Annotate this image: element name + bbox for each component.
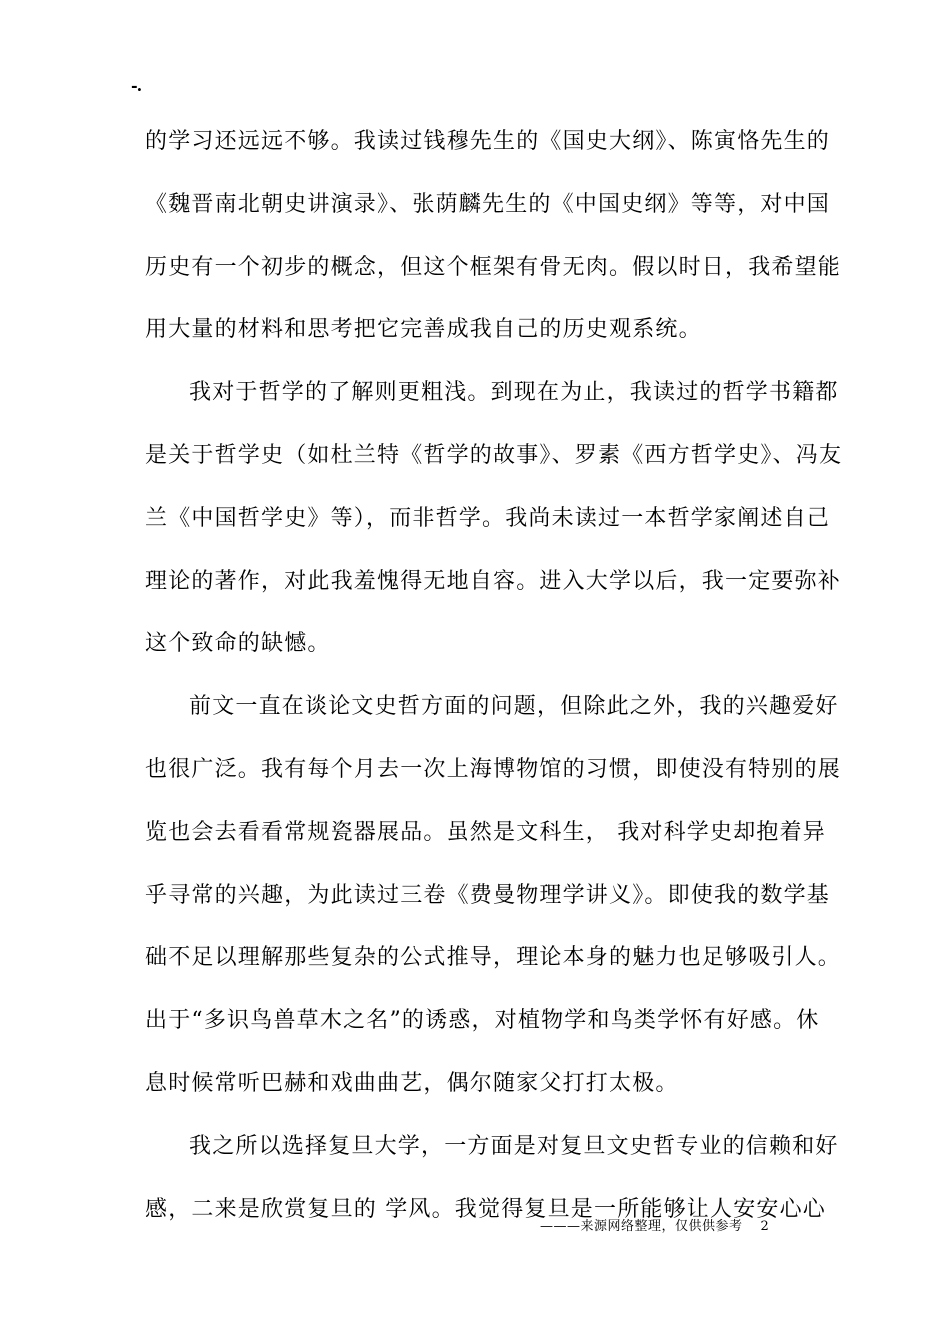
text-line: 理论的著作，对此我羞愧得无地自容。进入大学以后，我一定要弥补 [145,568,842,594]
page-number: 2 [760,1219,770,1234]
text-line: 是关于哲学史（如杜兰特《哲学的故事》、罗素《西方哲学史》、冯友 [145,442,843,468]
text-line: 也很广泛。我有每个月去一次上海博物馆的习惯，即使没有特别的展 [145,756,842,782]
text-line: 乎寻常的兴趣，为此读过三卷《费曼物理学讲义》。即使我的数学基 [145,882,831,908]
page-footer [540,1218,769,1236]
text-line: 用大量的材料和思考把它完善成我自己的历史观系统。 [145,317,702,343]
paragraph-first-line: 我之所以选择复旦大学，一方面是对复旦文史哲专业的信赖和好 [189,1133,839,1159]
text-line: 《魏晋南北朝史讲演录》、张荫麟先生的《中国史纲》等等，对中国 [145,191,831,217]
text-line: 础不足以理解那些复杂的公式推导，理论本身的魅力也足够吸引人。 [145,945,842,971]
text-line: 这个致命的缺憾。 [145,631,331,657]
body-text [145,120,843,1250]
footer-source-note: ———来源网络整理，仅供供参考 [540,1219,743,1234]
text-line: 历史有一个初步的概念，但这个框架有骨无肉。假以时日，我希望能 [145,254,842,280]
paragraph-first-line: 我对于哲学的了解则更粗浅。到现在为止，我读过的哲学书籍都 [189,380,839,406]
page-corner-mark: -. [131,76,142,95]
text-line: 息时候常听巴赫和戏曲曲艺，偶尔随家父打打太极。 [145,1070,679,1096]
text-line: 兰《中国哲学史》等），而非哲学。我尚未读过一本哲学家阐述自己 [145,505,831,531]
paragraph-first-line: 前文一直在谈论文史哲方面的问题，但除此之外，我的兴趣爱好 [189,694,839,720]
text-line: 览也会去看看常规瓷器展品。虽然是文科生， 我对科学史却抱着异 [145,819,826,845]
text-line: 出于“多识鸟兽草木之名”的诱惑，对植物学和鸟类学怀有好感。休 [145,1008,820,1034]
text-line: 感，二来是欣赏复旦的 学风。我觉得复旦是一所能够让人安安心心 [145,1196,826,1222]
text-line: 的学习还远远不够。我读过钱穆先生的《国史大纲》、陈寅恪先生的 [145,129,831,154]
